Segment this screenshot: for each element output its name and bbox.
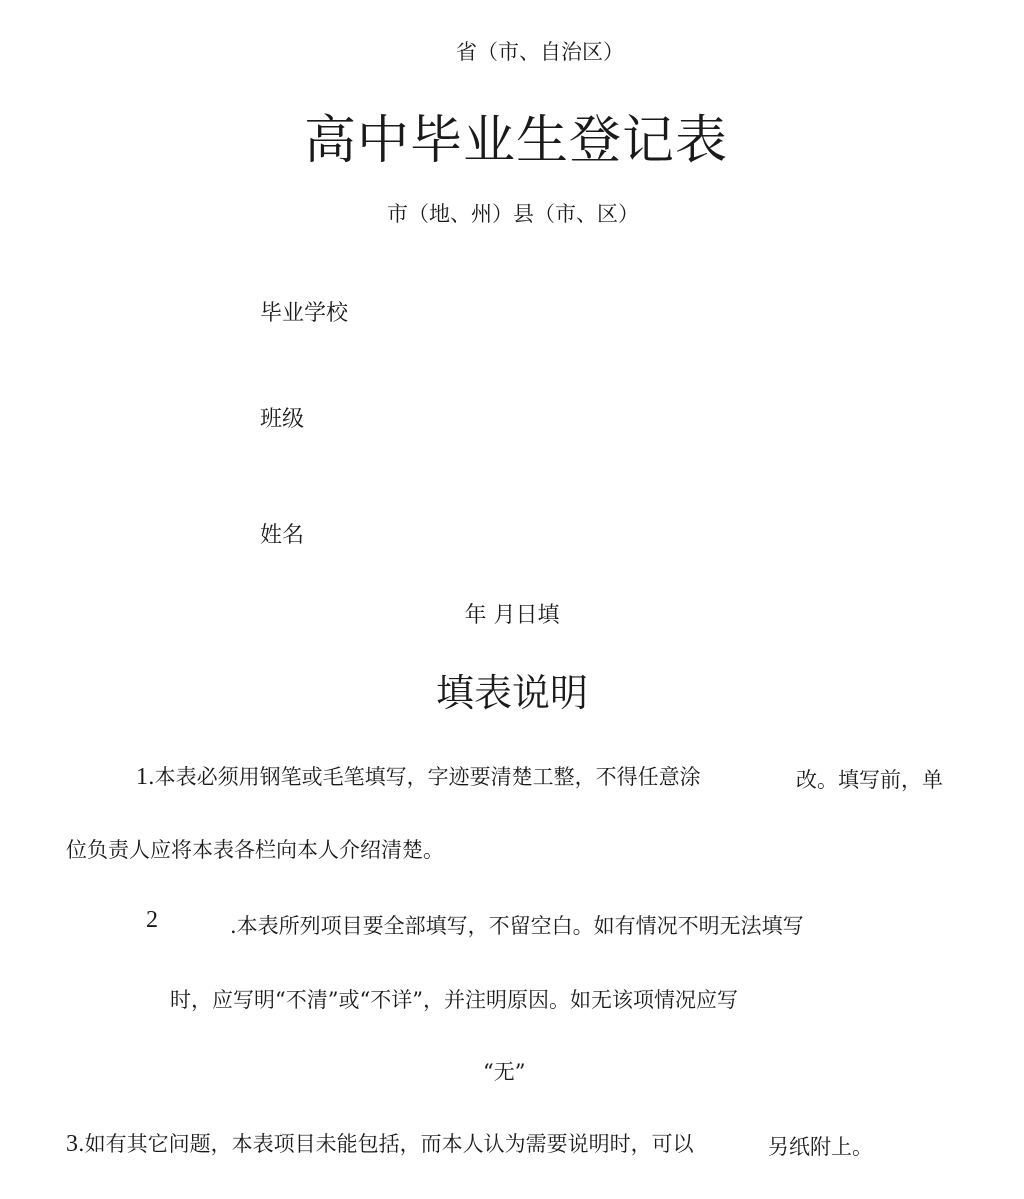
instructions-title: 填表说明: [435, 671, 588, 715]
province-line: 省（市、自治区）: [456, 40, 624, 64]
item-1-number: 1: [136, 764, 148, 790]
instruction-item-3: [66, 1128, 694, 1158]
item-3-number: 3: [66, 1131, 78, 1157]
school-field-label: 毕业学校: [260, 301, 349, 326]
fill-date-line: 年 月日填: [464, 603, 560, 628]
item-2-line-2: 时，应写明“不清”或“不详”，并注明原因。如无该项情况应写: [170, 988, 738, 1012]
item-1-text-b: 改。填写前，单: [796, 768, 943, 792]
item-1-text-a: .本表必须用钢笔或毛笔填写，字迹要清楚工整，不得任意涂: [148, 765, 701, 789]
item-3-text-a: .如有其它问题，本表项目未能包括，而本人认为需要说明时，可以: [78, 1132, 694, 1156]
item-2-line-1: .本表所列项目要全部填写，不留空白。如有情况不明无法填写: [230, 914, 804, 938]
item-2-line-3: “无”: [483, 1060, 526, 1084]
instruction-item-1: [136, 761, 701, 791]
page-title: 高中毕业生登记表: [303, 111, 728, 171]
class-field-label: 班级: [260, 407, 305, 432]
item-2-number: 2: [146, 907, 158, 933]
item-1-line-2: 位负责人应将本表各栏向本人介绍清楚。: [66, 838, 444, 862]
item-3-text-b: 另纸附上。: [768, 1135, 873, 1159]
name-field-label: 姓名: [260, 523, 305, 548]
city-line: 市（地、州）县（市、区）: [387, 202, 639, 226]
